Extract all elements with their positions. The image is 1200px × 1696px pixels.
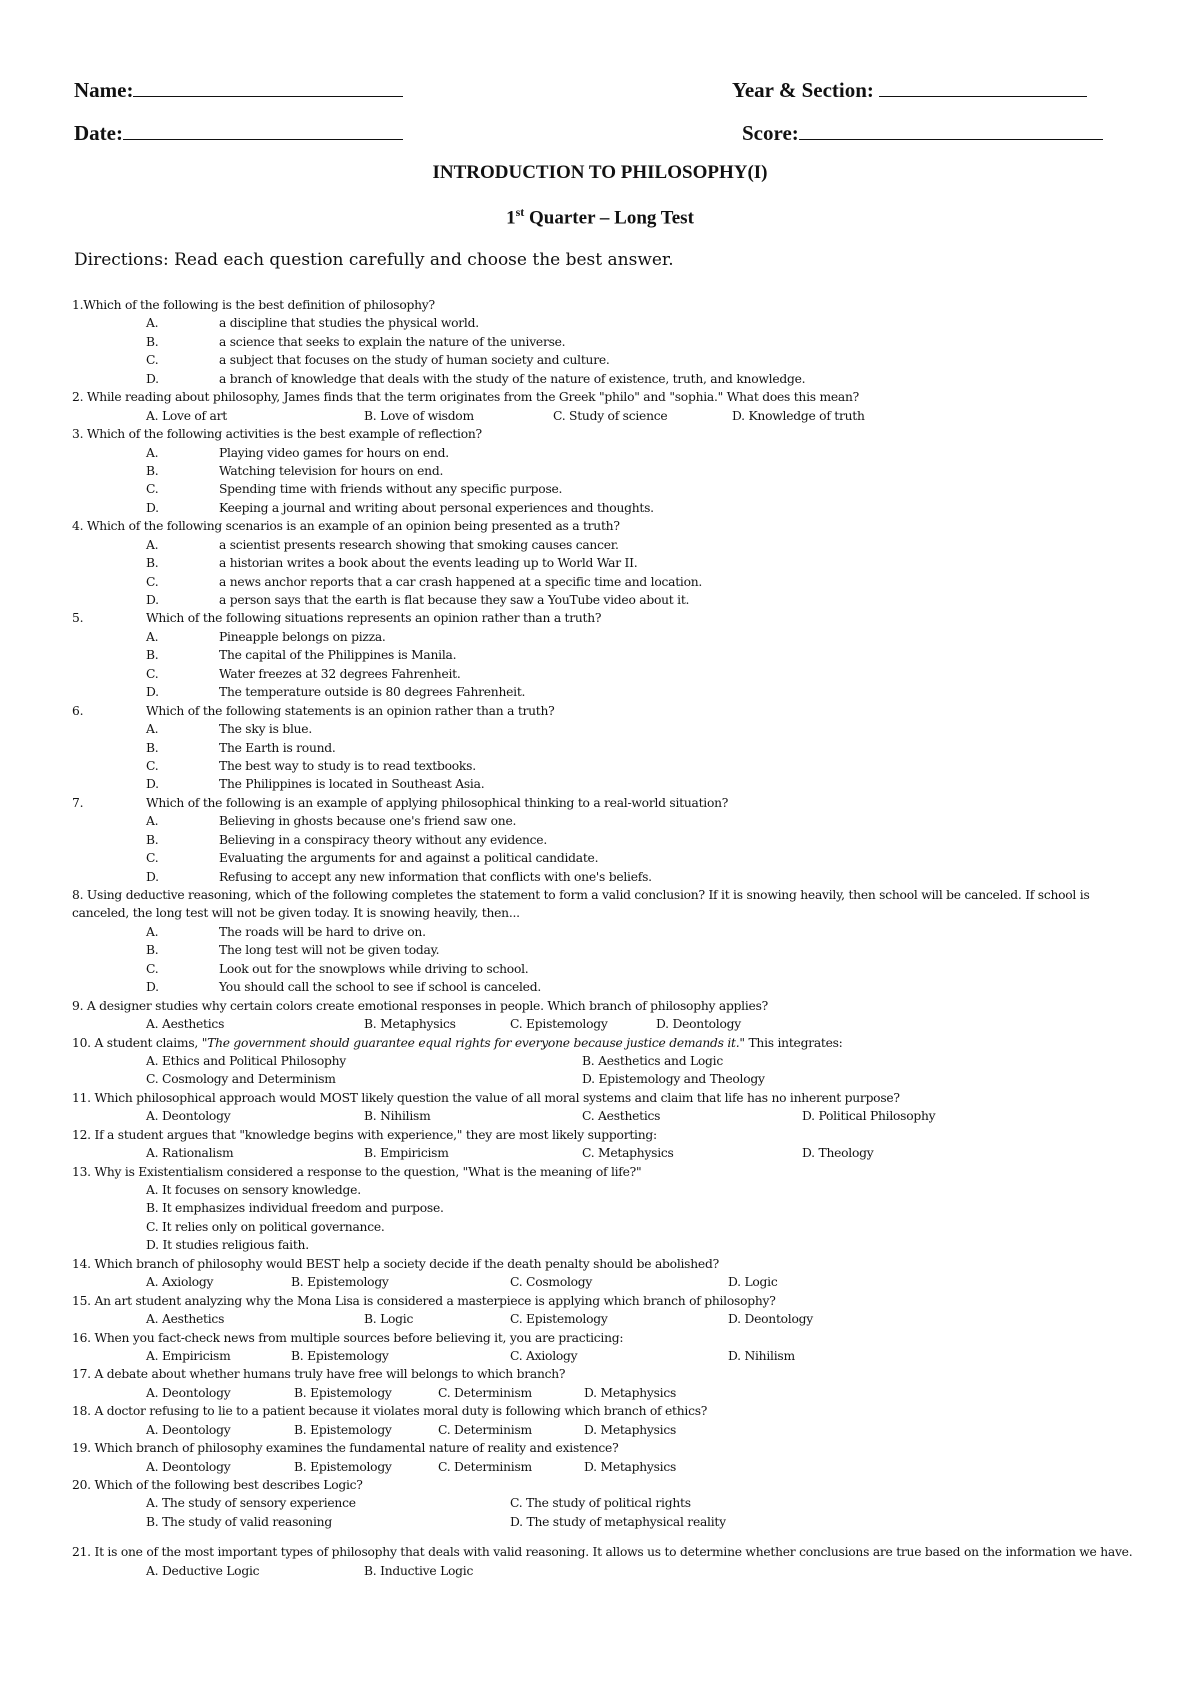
choices-row — [72, 1421, 1134, 1439]
choices-row — [72, 1144, 1134, 1162]
choice[interactable]: D. Knowledge of truth — [732, 408, 865, 423]
choice[interactable]: A. Aesthetics — [146, 1017, 225, 1032]
choice[interactable]: A. a scientist presents research showing that smoking causes cancer. — [146, 537, 619, 552]
choice[interactable]: C. The study of political rights — [510, 1496, 691, 1511]
choice[interactable]: C. Axiology — [510, 1348, 578, 1363]
question-10: 10. A student claims, "The government should guarantee equal rights for everyone because justice demands it." This integrates: — [72, 1035, 843, 1050]
year-section-field[interactable] — [732, 76, 1087, 103]
choice[interactable]: C. a news anchor reports that a car crash happened at a specific time and location. — [146, 574, 703, 589]
choices-row — [72, 1107, 1134, 1125]
choice[interactable]: B. Love of wisdom — [364, 408, 474, 423]
question-12: 12. If a student argues that "knowledge begins with experience," they are most likely supporting: — [72, 1127, 657, 1142]
year-section-label: Year & Section: — [732, 78, 874, 102]
name-field[interactable] — [74, 76, 403, 103]
choice[interactable]: A. Deontology — [146, 1109, 231, 1124]
date-blank[interactable] — [123, 119, 403, 140]
choice[interactable]: B. Epistemology — [291, 1275, 389, 1290]
choice[interactable]: C. It relies only on political governance. — [146, 1219, 385, 1234]
choice[interactable]: B. Watching television for hours on end. — [146, 463, 444, 478]
choice[interactable]: D. Keeping a journal and writing about personal experiences and thoughts. — [146, 500, 654, 515]
question-13: 13. Why is Existentialism considered a response to the question, "What is the meaning of life?" — [72, 1164, 642, 1179]
date-label: Date: — [74, 121, 123, 145]
choice[interactable]: A. The study of sensory experience — [146, 1496, 356, 1511]
choice[interactable]: A. Deontology — [146, 1459, 231, 1474]
choice[interactable]: D. Metaphysics — [584, 1459, 677, 1474]
question-16: 16. When you fact-check news from multiple sources before believing it, you are practicing: — [72, 1330, 624, 1345]
choice[interactable]: B. Metaphysics — [364, 1017, 456, 1032]
question-list — [72, 296, 1134, 1580]
question-3: 3. Which of the following activities is the best example of reflection? — [72, 427, 482, 442]
choice[interactable]: A. The sky is blue. — [146, 722, 312, 737]
choice[interactable]: C. Water freezes at 32 degrees Fahrenheit. — [146, 666, 461, 681]
choice[interactable]: C. Metaphysics — [582, 1146, 674, 1161]
choice[interactable]: B. Believing in a conspiracy theory without any evidence. — [146, 832, 547, 847]
choice[interactable]: A. Pineapple belongs on pizza. — [146, 629, 386, 644]
choice[interactable]: B. Epistemology — [291, 1348, 389, 1363]
choice[interactable]: C. Epistemology — [510, 1017, 608, 1032]
choice[interactable]: A. Deontology — [146, 1422, 231, 1437]
choice[interactable]: A. The roads will be hard to drive on. — [146, 924, 426, 939]
choice[interactable]: B. Epistemology — [294, 1422, 392, 1437]
choice[interactable]: B. Empiricism — [364, 1146, 449, 1161]
question-17: 17. A debate about whether humans truly have free will belongs to which branch? — [72, 1367, 566, 1382]
choice[interactable]: D. Theology — [802, 1146, 874, 1161]
choice[interactable]: A. Axiology — [146, 1275, 214, 1290]
choice[interactable]: B. Epistemology — [294, 1385, 392, 1400]
choice[interactable]: A. Aesthetics — [146, 1312, 225, 1327]
question-1: 1.Which of the following is the best definition of philosophy? — [72, 298, 435, 312]
question-19: 19. Which branch of philosophy examines the fundamental nature of reality and existence? — [72, 1441, 619, 1456]
choice[interactable]: B. The Earth is round. — [146, 740, 336, 755]
choice[interactable]: B. It emphasizes individual freedom and purpose. — [146, 1201, 444, 1216]
choice[interactable]: D. The study of metaphysical reality — [510, 1514, 726, 1529]
choice[interactable]: C. Evaluating the arguments for and against a political candidate. — [146, 851, 599, 866]
question-5: 5. Which of the following situations represents an opinion rather than a truth? — [72, 611, 602, 626]
spacer — [72, 1531, 1134, 1543]
choice[interactable]: D. It studies religious faith. — [146, 1238, 309, 1253]
choices-row — [72, 1562, 1134, 1580]
page-title: INTRODUCTION TO PHILOSOPHY(I) — [432, 162, 768, 183]
choice[interactable]: B. Epistemology — [294, 1459, 392, 1474]
choice[interactable]: D. Logic — [728, 1275, 778, 1290]
question-14: 14. Which branch of philosophy would BEST help a society decide if the death penalty should be abolished? — [72, 1256, 719, 1271]
name-label: Name: — [74, 78, 134, 102]
score-field[interactable] — [742, 119, 1103, 146]
choice[interactable]: B. The capital of the Philippines is Manila. — [146, 648, 457, 663]
choice[interactable]: C. Cosmology — [510, 1275, 593, 1290]
choice[interactable]: D. Metaphysics — [584, 1422, 677, 1437]
choice[interactable]: D. The temperature outside is 80 degrees Fahrenheit. — [146, 685, 526, 700]
choice[interactable]: C. The best way to study is to read textbooks. — [146, 758, 476, 773]
question-20: 20. Which of the following best describes Logic? — [72, 1478, 363, 1493]
choice[interactable]: D. Deontology — [656, 1017, 741, 1032]
choice[interactable]: C. Epistemology — [510, 1312, 608, 1327]
choice[interactable]: B. The long test will not be given today. — [146, 943, 440, 958]
choice[interactable]: A. It focuses on sensory knowledge. — [146, 1183, 361, 1198]
choices-row — [72, 1015, 1134, 1033]
choice[interactable]: C. Determinism — [438, 1422, 532, 1437]
question-9: 9. A designer studies why certain colors create emotional responses in people. Which branch of philosophy applies? — [72, 998, 768, 1013]
choice[interactable]: B. Aesthetics and Logic — [582, 1053, 723, 1068]
choices-row — [72, 1384, 1134, 1402]
choice[interactable]: D. You should call the school to see if school is canceled. — [146, 980, 541, 995]
choice[interactable]: D. Metaphysics — [584, 1385, 677, 1400]
question-7: 7. Which of the following is an example of applying philosophical thinking to a real-world situation? — [72, 795, 729, 810]
choices-row — [72, 1052, 1134, 1070]
choices-row — [72, 1494, 1134, 1512]
choice[interactable]: D. a person says that the earth is flat because they saw a YouTube video about it. — [146, 593, 690, 607]
question-6: 6. Which of the following statements is an opinion rather than a truth? — [72, 703, 555, 718]
choices-row — [72, 1310, 1134, 1328]
choice[interactable]: C. Cosmology and Determinism — [146, 1072, 336, 1087]
question-15: 15. An art student analyzing why the Mona Lisa is considered a masterpiece is applying which branch of philosophy? — [72, 1293, 776, 1308]
question-2: 2. While reading about philosophy, James finds that the term originates from the Greek "philo" and "sophia." What does this mean? — [72, 390, 860, 405]
choice[interactable]: D. Refusing to accept any new information that conflicts with one's beliefs. — [146, 869, 652, 884]
choice[interactable]: A. Ethics and Political Philosophy — [146, 1053, 347, 1068]
question-11: 11. Which philosophical approach would MOST likely question the value of all moral systems and claim that life has no inherent purpose? — [72, 1090, 900, 1105]
choices-row — [72, 407, 1134, 425]
choice[interactable]: C. Determinism — [438, 1385, 532, 1400]
choices-row — [72, 1070, 1134, 1088]
choices-row — [72, 1513, 1134, 1531]
choice[interactable]: B. a historian writes a book about the events leading up to World War II. — [146, 556, 638, 571]
choice[interactable]: B. a science that seeks to explain the nature of the universe. — [146, 334, 566, 349]
directions: Directions: Read each question carefully and choose the best answer. — [74, 250, 674, 270]
choice[interactable]: A. Deductive Logic — [146, 1563, 260, 1578]
choice[interactable]: D. Political Philosophy — [802, 1109, 936, 1124]
choice[interactable]: D. Deontology — [728, 1312, 813, 1327]
choice[interactable]: D. Nihilism — [728, 1348, 795, 1363]
choice[interactable]: C. Aesthetics — [582, 1109, 661, 1124]
year-section-blank[interactable] — [879, 76, 1087, 97]
question-4: 4. Which of the following scenarios is an example of an opinion being presented as a truth? — [72, 519, 620, 534]
question-8: 8. Using deductive reasoning, which of the following completes the statement to form a valid conclusion? If it is snowing heavily, then school will be canceled. If school is canceled, the long test will not be given today. It is snowing heavily, then... — [72, 888, 1090, 921]
choice[interactable]: D. The Philippines is located in Southeast Asia. — [146, 777, 485, 792]
choice[interactable]: C. a subject that focuses on the study of human society and culture. — [146, 353, 610, 368]
choices-row — [72, 1273, 1134, 1291]
choices-row — [72, 1458, 1134, 1476]
score-blank[interactable] — [799, 119, 1103, 140]
choice[interactable]: C. Look out for the snowplows while driving to school. — [146, 961, 529, 976]
choice[interactable]: C. Study of science — [553, 408, 668, 423]
choice[interactable]: A. Empiricism — [146, 1348, 231, 1363]
choice[interactable]: C. Spending time with friends without any specific purpose. — [146, 482, 563, 497]
choice[interactable]: B. The study of valid reasoning — [146, 1514, 332, 1529]
choice[interactable]: A. Playing video games for hours on end. — [146, 445, 449, 460]
choice[interactable]: B. Inductive Logic — [364, 1563, 474, 1578]
choice[interactable]: B. Nihilism — [364, 1109, 431, 1124]
question-21: 21. It is one of the most important types of philosophy that deals with valid reasoning. It allows us to determine whether conclusions are true based on the information we have. — [72, 1545, 1133, 1560]
choice[interactable]: A. Deontology — [146, 1385, 231, 1400]
choice[interactable]: B. Logic — [364, 1312, 414, 1327]
name-blank[interactable] — [133, 76, 403, 97]
page-subtitle: 1st Quarter – Long Test — [506, 205, 694, 229]
date-field[interactable] — [74, 119, 403, 146]
choice[interactable]: A. a discipline that studies the physical world. — [146, 316, 479, 331]
choice[interactable]: C. Determinism — [438, 1459, 532, 1474]
choice[interactable]: A. Believing in ghosts because one's friend saw one. — [146, 814, 517, 829]
score-label: Score: — [742, 121, 799, 145]
question-18: 18. A doctor refusing to lie to a patient because it violates moral duty is following which branch of ethics? — [72, 1404, 708, 1419]
choice[interactable]: D. Epistemology and Theology — [582, 1072, 765, 1087]
choice[interactable]: D. a branch of knowledge that deals with the study of the nature of existence, truth, and knowledge. — [146, 371, 806, 386]
choices-row — [72, 1347, 1134, 1365]
choice[interactable]: A. Love of art — [146, 408, 227, 423]
choice[interactable]: A. Rationalism — [146, 1146, 234, 1161]
